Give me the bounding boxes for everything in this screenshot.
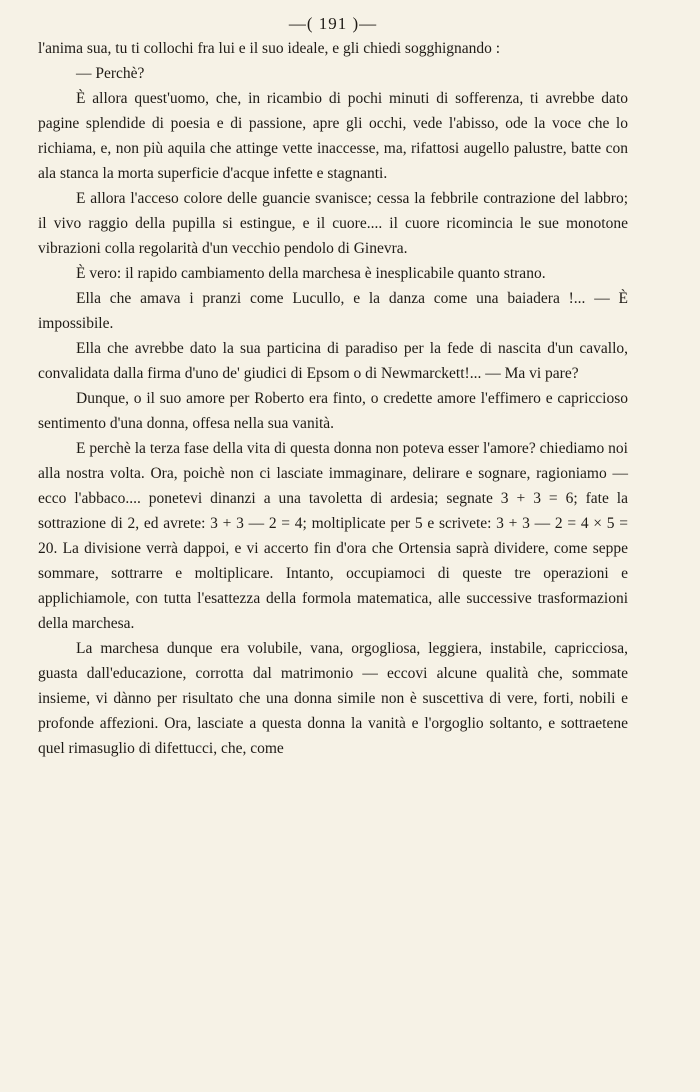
paragraph: l'anima sua, tu ti collochi fra lui e il suo ideale, e gli chiedi sogghignando : [38,40,501,57]
paragraph: Ella che avrebbe dato la sua particina di paradiso per la fede di nascita d'un cavallo, convalidata dalla firma d'uno de' giudici di Epsom o di Newmarckett!... — Ma vi pare? [38,340,628,382]
paragraph: La marchesa dunque era volubile, vana, orgogliosa, leggiera, instabile, capricciosa, guasta dall'educazione, corrotta dal matrimonio — eccovi alcune qualità che, sommate insieme, vi dànno per risultato che una donna simile non è suscettiva di vere, forti, nobili e profonde affezioni. Ora, lasciate a questa donna la vanità e l'orgoglio soltanto, e sottraetene quel rimasuglio di difettucci, che, come [38,640,628,757]
paragraph: È allora quest'uomo, che, in ricambio di pochi minuti di sofferenza, ti avrebbe dato pagine splendide di poesia e di passione, apre gli occhi, vede l'abisso, ode la voce che lo richiama, e, non più aquila che attinge vette inaccesse, ma, rifattosi augello palustre, batte con ala stanca la morta superficie d'acque infette e stagnanti. [38,90,628,182]
body-text [38,36,628,761]
paragraph: E allora l'acceso colore delle guancie svanisce; cessa la febbrile contrazione del labbro; il vivo raggio della pupilla si estingue, e il cuore.... il cuore ricomincia le sue monotone vibrazioni colla regolarità d'un vecchio pendolo di Ginevra. [38,190,628,257]
paragraph: — Perchè? [76,65,145,82]
paragraph: Ella che amava i pranzi come Lucullo, e la danza come una baiadera !... — È impossibile. [38,290,628,332]
paragraph: E perchè la terza fase della vita di questa donna non poteva esser l'amore? chiediamo noi alla nostra volta. Ora, poichè non ci lasciate immaginare, delirare e sognare, ragioniamo — ecco l'abbaco.... ponetevi dinanzi a una tavoletta di ardesia; segnate 3 + 3 = 6; fate la sottrazione di 2, ed avrete: 3 + 3 — 2 = 4; moltiplicate per 5 e scrivete: 3 + 3 — 2 = 4 × 5 = 20. La divisione verrà dappoi, e vi accerto fin d'ora che Ortensia saprà dividere, come seppe sommare, sottrarre e moltiplicare. Intanto, occupiamoci di queste tre operazioni e applichiamole, con tutta l'esattezza della formola matematica, alle successive trasformazioni della marchesa. [38,440,628,632]
page-number-header: —( 191 )— [288,14,378,33]
paragraph: Dunque, o il suo amore per Roberto era finto, o credette amore l'effimero e capriccioso sentimento d'una donna, offesa nella sua vanità. [38,390,628,432]
paragraph: È vero: il rapido cambiamento della marchesa è inesplicabile quanto strano. [76,265,546,282]
